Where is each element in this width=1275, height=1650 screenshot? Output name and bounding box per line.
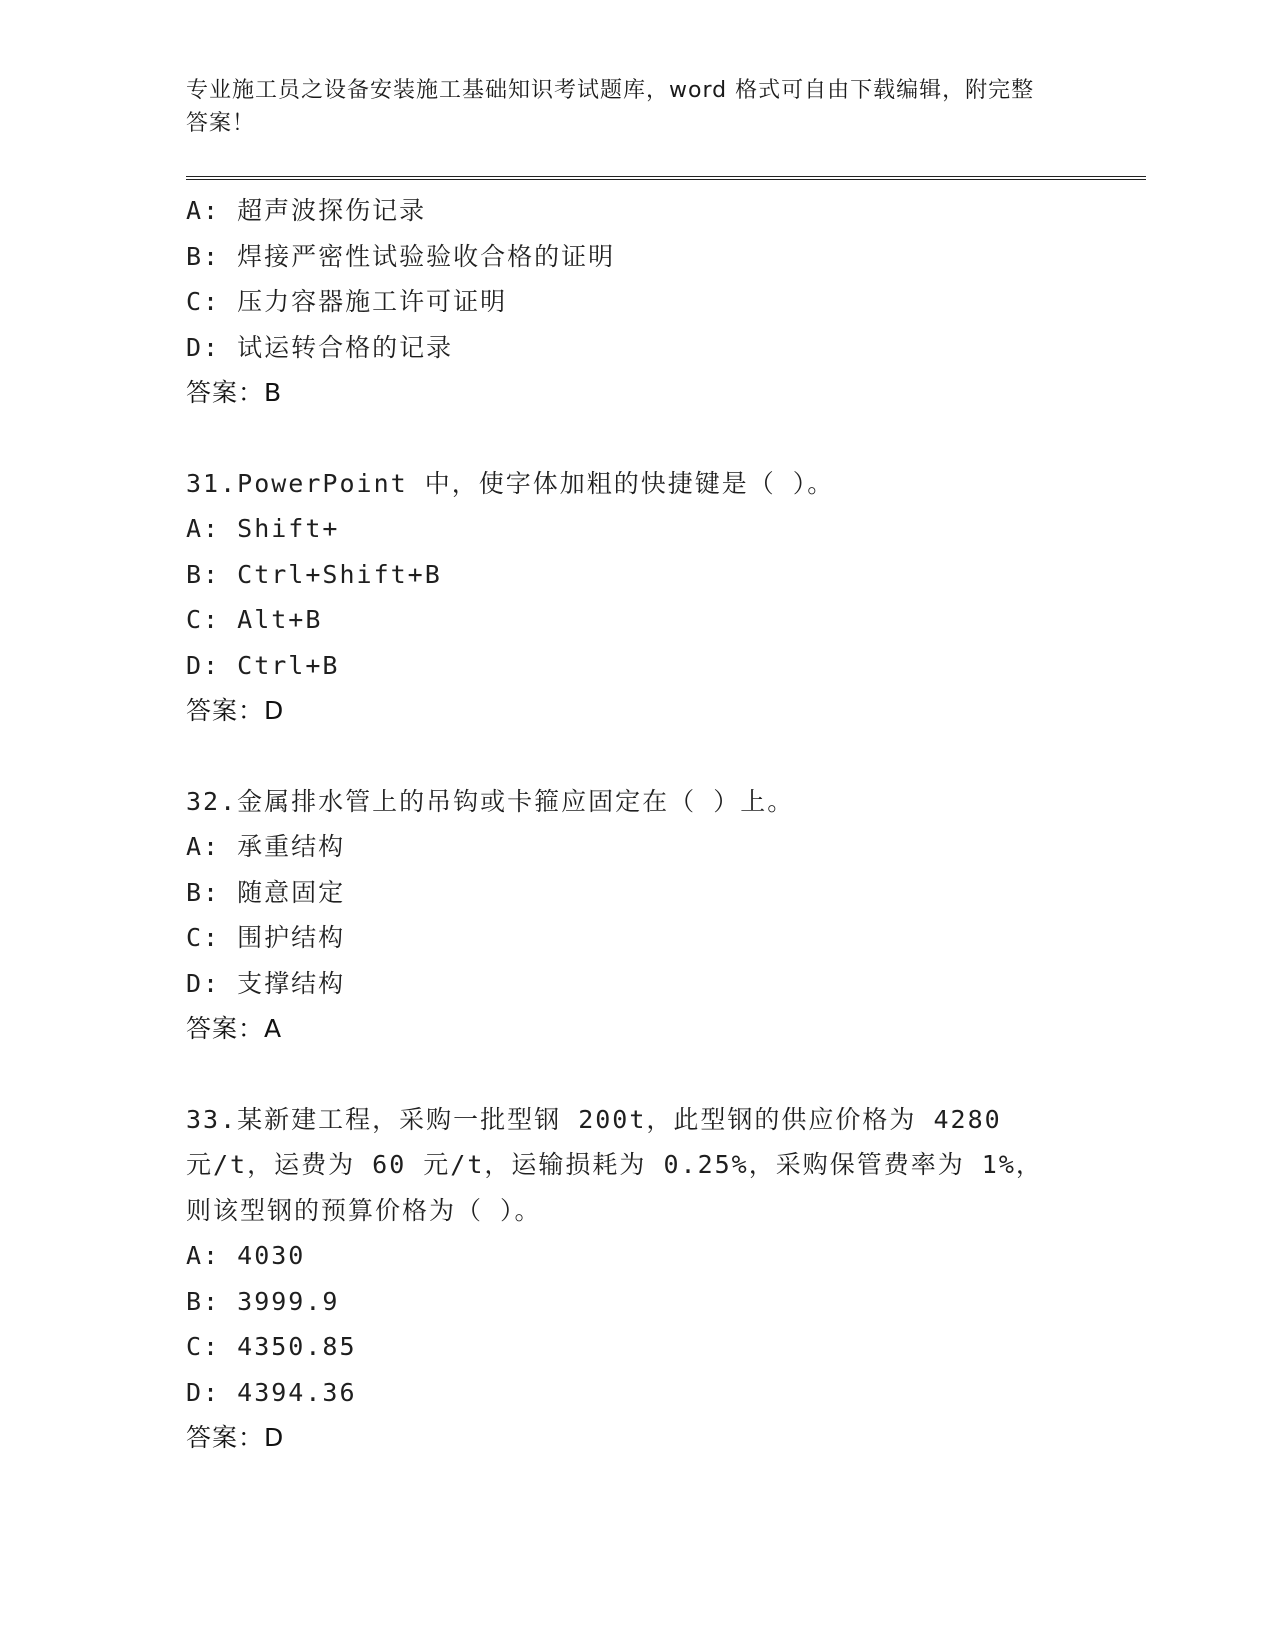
option-c: C: 4350.85 (186, 1332, 357, 1361)
option-b: B: Ctrl+Shift+B (186, 559, 442, 589)
document-header: 专业施工员之设备安装施工基础知识考试题库，word 格式可自由下载编辑，附完整答案！ (186, 78, 1035, 136)
option-b: B: 随意固定 (186, 877, 346, 907)
option-a: A: Shift+ (186, 514, 340, 543)
option-c: C: 压力容器施工许可证明 (186, 287, 508, 316)
option-c: C: 围护结构 (186, 923, 346, 952)
question-stem: 31.PowerPoint 中，使字体加粗的快捷键是（ ）。 (186, 468, 835, 498)
option-a: A: 4030 (186, 1241, 306, 1270)
option-d: D: Ctrl+B (186, 650, 340, 680)
answer-label: 答案：A (186, 1014, 283, 1043)
option-d: D: 支撑结构 (186, 968, 346, 998)
question-32 (186, 779, 1146, 1052)
question-31 (186, 461, 1146, 734)
option-d: D: 试运转合格的记录 (186, 332, 454, 362)
header-divider (186, 176, 1146, 180)
answer-label: 答案：D (186, 696, 285, 725)
question-30-continued (186, 188, 1146, 416)
document-page (186, 0, 1146, 1650)
option-a: A: 超声波探伤记录 (186, 196, 427, 225)
question-content (186, 188, 1146, 1461)
question-stem: 33.某新建工程，采购一批型钢 200t，此型钢的供应价格为 4280 元/t，运费为 60 元/t，运输损耗为 0.25%，采购保管费率为 1%，则该型钢的预算价格为（ ）。 (186, 1104, 1043, 1225)
option-d: D: 4394.36 (186, 1377, 357, 1407)
question-33 (186, 1097, 1146, 1461)
option-b: B: 焊接严密性试验验收合格的证明 (186, 241, 616, 271)
answer-label: 答案：B (186, 378, 283, 407)
option-b: B: 3999.9 (186, 1286, 340, 1316)
question-stem: 32.金属排水管上的吊钩或卡箍应固定在（ ）上。 (186, 786, 795, 816)
option-a: A: 承重结构 (186, 832, 346, 861)
option-c: C: Alt+B (186, 605, 323, 634)
answer-label: 答案：D (186, 1423, 285, 1452)
